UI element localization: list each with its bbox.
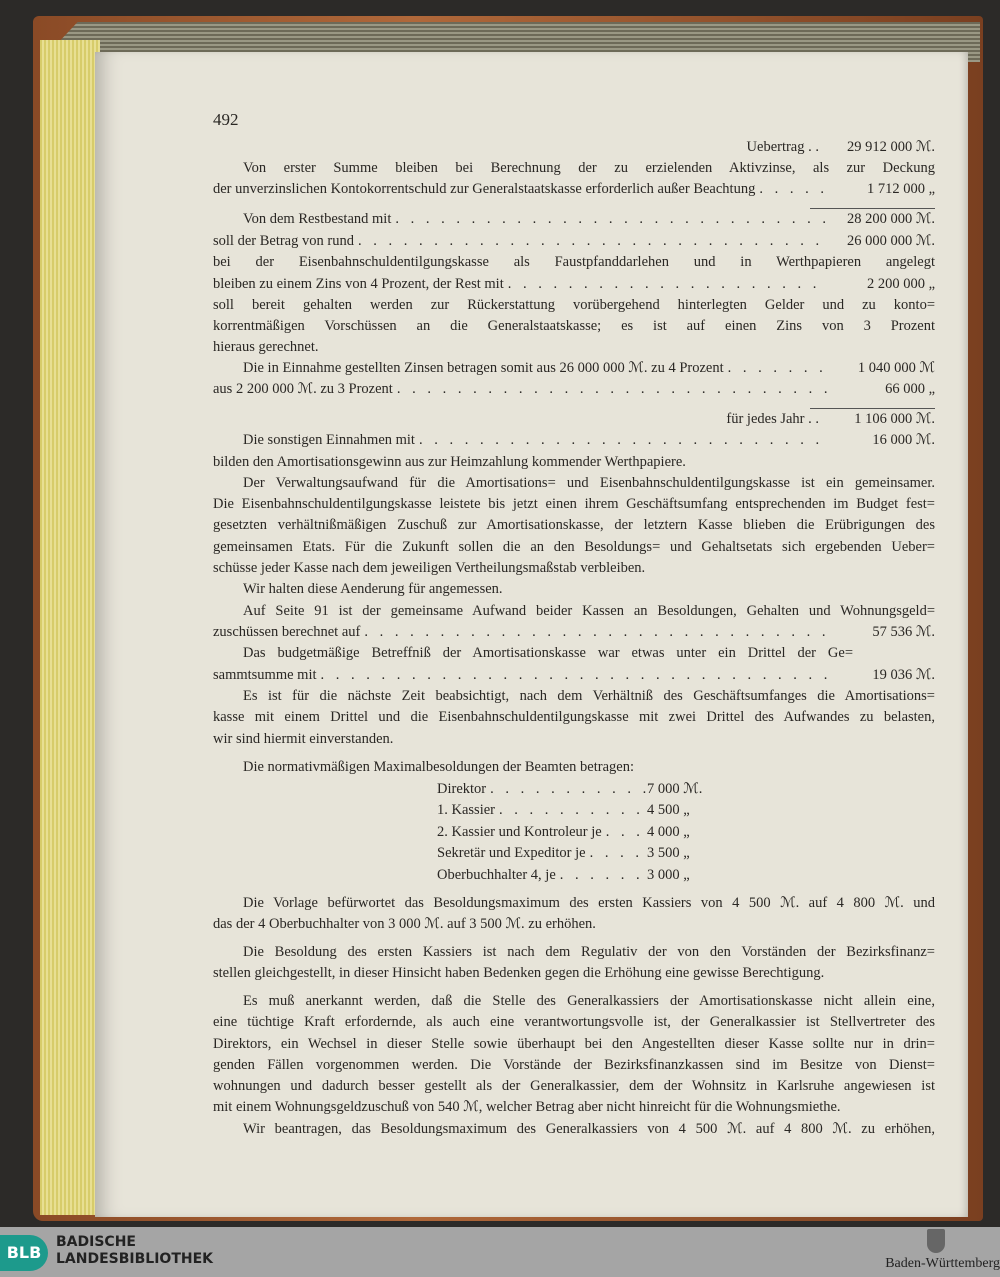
line-text: der unverzinslichen Kontokorrentschuld zur Generalstaatskasse erforderlich außer Beachtung (213, 181, 756, 197)
line-text: korrentmäßigen Vorschüssen an die Generalstaatskasse; es ist auf einen Zins von 3 Prozent (213, 318, 935, 334)
position: Direktor (437, 781, 487, 797)
text-line (213, 431, 935, 449)
line-text: genden Fällen vorgenommen werden. Die Vorstände der Bezirksfinanzkassen sind im Besitze von Dienst= (213, 1057, 935, 1073)
text-line (213, 687, 935, 705)
text-line (213, 159, 935, 177)
salary-amount: 3 000 „ (647, 867, 690, 883)
line-text: stellen gleichgestellt, in dieser Hinsicht haben Bedenken gegen die Erhöhung eine gewisse Berechtigung. (213, 965, 825, 981)
line-amount: 1 712 000 „ (866, 181, 935, 197)
line-text: Es muß anerkannt werden, daß die Stelle des Generalkassiers der Amortisationskasse nicht allein eine, (243, 993, 935, 1009)
text-line (213, 758, 935, 776)
text-line (213, 943, 935, 961)
salary-row (437, 866, 727, 884)
text-line (213, 708, 935, 726)
leader-dots (415, 431, 827, 449)
text-line (213, 559, 935, 577)
blb-logo[interactable]: BLB (0, 1235, 48, 1271)
line-text: Die Besoldung des ersten Kassiers ist nach dem Regulativ der von den Vorständen der Bezirksfinanz= (243, 944, 935, 960)
text-line (213, 275, 935, 293)
line-amount: 2 200 000 „ (866, 276, 935, 292)
line-text: aus 2 200 000 ℳ. zu 3 Prozent (213, 381, 393, 397)
line-amount: 66 000 „ (885, 381, 935, 397)
leader-dots (393, 380, 827, 398)
line-text: mit einem Wohnungsgeldzuschuß von 540 ℳ, welcher Betrag aber nicht hinreicht für die Wohnungsmiethe. (213, 1099, 841, 1115)
line-text: Der Verwaltungsaufwand für die Amortisations= und Eisenbahnschuldentilgungskasse ist ein gemeinsamer. (243, 475, 935, 491)
page-number: 492 (213, 110, 239, 129)
state-name: Baden-Württemberg (885, 1256, 1000, 1271)
text-line (213, 495, 935, 513)
salary-amount: 3 500 „ (647, 845, 690, 861)
salary-row (437, 844, 727, 862)
line-text: Die normativmäßigen Maximalbesoldungen der Beamten betragen: (243, 759, 634, 775)
text-line (213, 1098, 935, 1116)
line-text: wohnungen und dadurch besser gestellt als der Generalkassier, dem der Wohnsitz in Karlsruhe angewiesen ist (213, 1078, 935, 1094)
line-text: kasse mit einem Drittel und die Eisenbahnschuldentilgungskasse mit zwei Drittel des Aufwandes zu belasten, (213, 709, 935, 725)
library-name-line1: BADISCHE (56, 1234, 136, 1250)
salary-row (437, 801, 727, 819)
text-line (213, 730, 935, 748)
text-line (213, 296, 935, 314)
text-line (213, 992, 935, 1010)
line-text: soll bereit gehalten werden zur Rückerstattung vorübergehend hinterlegten Gelder und zu konto= (213, 297, 935, 313)
line-text: Wir halten diese Aenderung für angemessen. (243, 581, 503, 597)
text-line (213, 602, 935, 620)
line-text: hieraus gerechnet. (213, 339, 319, 355)
line-text: Das budgetmäßige Betreffniß der Amortisationskasse war etwas unter ein Drittel der Ge= (243, 645, 853, 661)
line-text: Die in Einnahme gestellten Zinsen betragen somit aus 26 000 000 ℳ. zu 4 Prozent (243, 360, 724, 376)
position: 2. Kassier und Kontroleur je (437, 824, 602, 840)
text-line (213, 1120, 935, 1138)
page-block-side-edge (40, 40, 100, 1215)
leader-dots (586, 844, 647, 862)
text-line (213, 232, 935, 250)
leader-dots (504, 275, 827, 293)
text-line (213, 453, 935, 471)
leader-dots (755, 180, 827, 198)
text-line (213, 580, 935, 598)
sum-rule (810, 208, 935, 209)
line-amount: 57 536 ℳ. (872, 624, 935, 640)
text-line (213, 915, 935, 933)
line-text: bilden den Amortisationsgewinn aus zur Heimzahlung kommender Werthpapiere. (213, 454, 686, 470)
position: Sekretär und Expeditor je (437, 845, 586, 861)
line-text: Auf Seite 91 ist der gemeinsame Aufwand beider Kassen an Besoldungen, Gehalten und Wohnungsgeld= (243, 603, 935, 619)
text-line (213, 644, 853, 662)
line-text: Die sonstigen Einnahmen mit (243, 432, 415, 448)
leader-dots (391, 210, 827, 228)
line-amount: 16 000 ℳ. (872, 432, 935, 448)
line-amount: 29 912 000 ℳ. (846, 139, 935, 155)
salary-row (437, 780, 727, 798)
line-text: das der 4 Oberbuchhalter von 3 000 ℳ. auf 3 500 ℳ. zu erhöhen. (213, 916, 596, 932)
coat-of-arms-icon (927, 1229, 945, 1253)
text-line (213, 138, 935, 156)
line-text: Direktors, ein Wechsel in dieser Stelle sowie überhaupt bei den Angestellten dieser Kasse sollte nur in drin= (213, 1036, 935, 1052)
line-amount: 1 040 000 ℳ (857, 360, 935, 376)
text-line (213, 1013, 935, 1031)
text-line (213, 180, 935, 198)
text-line (213, 317, 935, 335)
position: 1. Kassier (437, 802, 495, 818)
line-text: gesetzten verhältnißmäßigen Zuschuß zur Amortisationskasse, der letztern Kasse blieben die Erübrigungen des (213, 517, 935, 533)
text-line (213, 253, 935, 271)
leader-dots (486, 780, 647, 798)
text-line (213, 359, 935, 377)
line-text: schüsse jeder Kasse nach dem jeweiligen Vertheilungsmaßstab verbleiben. (213, 560, 646, 576)
line-text: soll der Betrag von rund (213, 233, 354, 249)
text-line (213, 516, 935, 534)
line-text: Uebertrag . . (746, 139, 819, 155)
text-line (213, 380, 935, 398)
text-line (213, 964, 935, 982)
library-name-line2: LANDESBIBLIOTHEK (56, 1251, 214, 1267)
text-line (213, 338, 935, 356)
line-amount: 26 000 000 ℳ. (846, 233, 935, 249)
line-text: sammtsumme mit (213, 667, 317, 683)
leader-dots (360, 623, 827, 641)
salary-amount: 7 000 ℳ. (647, 781, 703, 797)
line-text: bleiben zu einem Zins von 4 Prozent, der Rest mit (213, 276, 504, 292)
line-text: Es ist für die nächste Zeit beabsichtigt, nach dem Verhältniß des Geschäftsumfanges die Amortisations= (243, 688, 935, 704)
text-line (213, 474, 935, 492)
line-amount: 28 200 000 ℳ. (846, 211, 935, 227)
sum-rule (810, 408, 935, 409)
text-line (213, 210, 935, 228)
leader-dots (495, 801, 647, 819)
line-text: gemeinsamen Etats. Für die Zukunft sollen die an den Besoldungs= und Gehaltsetats sich ergebenden Ueber= (213, 539, 935, 555)
line-text: Von dem Restbestand mit (243, 211, 392, 227)
line-text: eine tüchtige Kraft erfordernde, als auch eine verantwortungsvolle ist, der Generalkassier ist Stellvertreter des (213, 1014, 935, 1030)
text-line (213, 1035, 935, 1053)
leader-dots (556, 866, 647, 884)
line-text: wir sind hiermit einverstanden. (213, 731, 394, 747)
line-text: Von erster Summe bleiben bei Berechnung der zu erzielenden Aktivzinse, als zur Deckung (243, 160, 935, 176)
leader-dots (724, 359, 827, 377)
line-text: zuschüssen berechnet auf (213, 624, 361, 640)
line-text: bei der Eisenbahnschuldentilgungskasse als Faustpfanddarlehen und in Werthpapieren angelegt (213, 254, 935, 270)
footer-bar (0, 1227, 1000, 1277)
line-text: Wir beantragen, das Besoldungsmaximum des Generalkassiers von 4 500 ℳ. auf 4 800 ℳ. zu erhöhen, (243, 1121, 935, 1137)
library-name[interactable] (56, 1234, 213, 1268)
line-text: Die Vorlage befürwortet das Besoldungsmaximum des ersten Kassiers von 4 500 ℳ. auf 4 800 ℳ. und (243, 895, 935, 911)
salary-amount: 4 000 „ (647, 824, 690, 840)
line-amount: 19 036 ℳ. (872, 667, 935, 683)
text-line (213, 894, 935, 912)
text-line (213, 1077, 935, 1095)
leader-dots (317, 666, 827, 684)
line-text: Die Eisenbahnschuldentilgungskasse leistete bis jetzt einen ihrem Geschäftsumfang entsprechenden im Budget fest= (213, 496, 935, 512)
position: Oberbuchhalter 4, je (437, 867, 556, 883)
text-line (213, 623, 935, 641)
leader-dots (602, 823, 647, 841)
text-line (213, 1056, 935, 1074)
line-text: für jedes Jahr . . (726, 411, 819, 427)
salary-row (437, 823, 727, 841)
text-line (213, 666, 935, 684)
text-line (213, 410, 935, 428)
text-line (213, 538, 935, 556)
leader-dots (354, 232, 827, 250)
salary-amount: 4 500 „ (647, 802, 690, 818)
line-amount: 1 106 000 ℳ. (854, 411, 935, 427)
